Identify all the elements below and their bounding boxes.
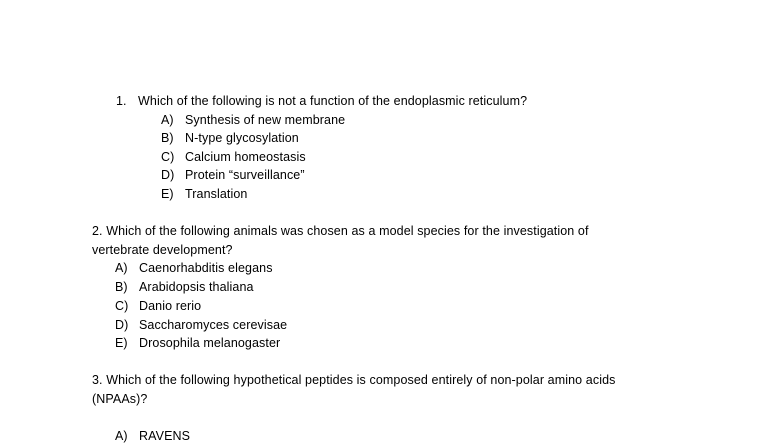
option-text: Arabidopsis thaliana <box>139 280 254 294</box>
option-text: Caenorhabditis elegans <box>139 261 273 275</box>
option-text: RAVENS <box>139 429 191 443</box>
option-text: Saccharomyces cerevisae <box>139 318 288 332</box>
question-1-option-d <box>161 166 305 184</box>
question-1-option-b <box>161 129 299 147</box>
option-letter: B) <box>161 131 174 145</box>
question-2-option-e <box>115 334 280 352</box>
question-2-text-line-2: vertebrate development? <box>92 243 233 257</box>
option-text: Calcium homeostasis <box>185 150 306 164</box>
question-1-option-a <box>161 111 345 129</box>
option-letter: C) <box>161 150 175 164</box>
option-letter: C) <box>115 299 129 313</box>
option-text: N-type glycosylation <box>185 131 299 145</box>
question-2-option-d <box>115 316 287 334</box>
question-2-option-c <box>115 297 201 315</box>
option-letter: A) <box>161 113 174 127</box>
option-letter: E) <box>115 336 128 350</box>
option-text: Protein “surveillance” <box>185 168 305 182</box>
option-letter: B) <box>115 280 128 294</box>
question-1-option-e <box>161 185 247 203</box>
option-letter: A) <box>115 429 128 443</box>
question-1-number: 1. <box>116 94 127 108</box>
option-letter: D) <box>161 168 175 182</box>
option-letter: D) <box>115 318 129 332</box>
option-letter: E) <box>161 187 174 201</box>
option-text: Synthesis of new membrane <box>185 113 346 127</box>
question-3-text-line-1: 3. Which of the following hypothetical peptides is composed entirely of non-polar amino acids <box>92 373 616 387</box>
question-2-option-a <box>115 259 273 277</box>
option-text: Drosophila melanogaster <box>139 336 281 350</box>
option-text: Danio rerio <box>139 299 202 313</box>
question-1-option-c <box>161 148 306 166</box>
question-2-text-line-1: 2. Which of the following animals was chosen as a model species for the investigation of <box>92 224 589 238</box>
question-3-text-line-2: (NPAAs)? <box>92 392 148 406</box>
question-1 <box>116 92 527 110</box>
option-text: Translation <box>185 187 248 201</box>
option-letter: A) <box>115 261 128 275</box>
question-3-option-a <box>115 427 190 445</box>
question-2-option-b <box>115 278 254 296</box>
question-1-text: Which of the following is not a function of the endoplasmic reticulum? <box>138 94 528 108</box>
